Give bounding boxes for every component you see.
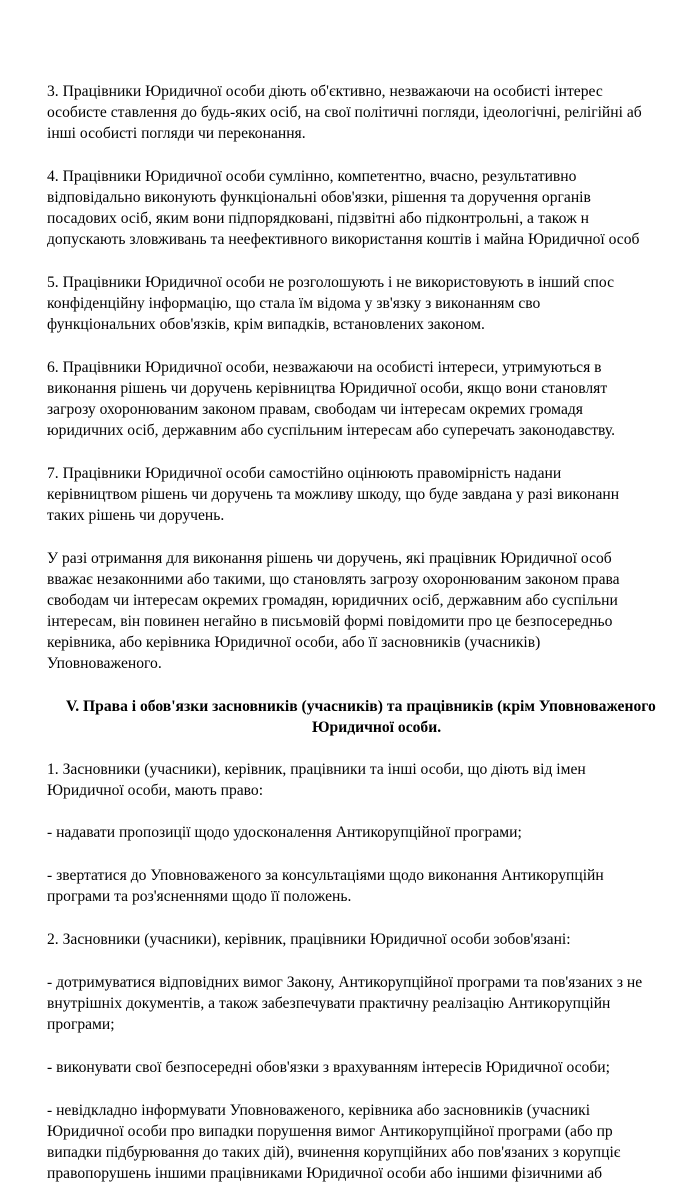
text-line: програми та роз'ясненнями щодо її положень. [47, 888, 352, 906]
text-line: 6. Працівники Юридичної особи, незважаючи на особисті інтереси, утримуються в [47, 358, 602, 376]
text-line: Уповноваженого. [47, 654, 162, 672]
text-line: відповідально виконують функціональні обов'язки, рішення та доручення органів [47, 188, 591, 206]
text-line: особисте ставлення до будь-яких осіб, на свої політичні погляди, ідеологічні, релігійні аб [47, 104, 642, 121]
text-line: свободам чи інтересам окремих громадян, юридичних осіб, державним або суспільни [47, 591, 618, 609]
text-line: 3. Працівники Юридичної особи діють об'єктивно, незважаючи на особисті інтерес [47, 83, 603, 100]
list-item: - виконувати свої безпосередні обов'язки з врахуванням інтересів Юридичної особи; [47, 1059, 610, 1077]
text-line: Юридичної особи, мають право: [47, 781, 264, 799]
list-item: - надавати пропозиції щодо удосконалення Антикорупційної програми; [47, 824, 522, 842]
text-line: випадки підбурювання до таких дій), вчинення корупційних або пов'язаних з корупціє [47, 1143, 621, 1161]
text-line: функціональних обов'язків, крім випадків, встановлених законом. [47, 315, 485, 333]
text-line: вважає незаконними або такими, що становлять загрозу охоронюваним законом права [47, 570, 620, 588]
text-line: У разі отримання для виконання рішень чи доручень, які працівник Юридичної особ [47, 549, 612, 567]
text-line: конфіденційну інформацію, що стала їм відома у зв'язку з виконанням сво [47, 294, 541, 312]
text-line: інші особисті погляди чи переконання. [47, 125, 306, 142]
text-line: правопорушень іншими працівниками Юридичної особи або іншими фізичними аб [47, 1165, 603, 1182]
list-item: - дотримуватися відповідних вимог Закону, Антикорупційної програми та пов'язаних з не [47, 974, 643, 992]
text-line: юридичних осіб, державним або суспільним інтересам або суперечать законодавству. [47, 421, 615, 439]
text-line: виконання рішень чи доручень керівництва Юридичної особи, якщо вони становлят [47, 379, 608, 397]
text-line: Юридичної особи про випадки порушення вимог Антикорупційної програми (або пр [47, 1122, 613, 1140]
text-line: програми; [47, 1016, 115, 1034]
text-line: 7. Працівники Юридичної особи самостійно оцінюють правомірність надани [47, 464, 562, 482]
section-heading: V. Права і обов'язки засновників (учасників) та працівників (крім Уповноваженого [66, 697, 656, 715]
text-line: інтересам, він повинен негайно в письмовій формі повідомити про це безпосередньо [47, 612, 613, 630]
text-line: допускають зловживань та неефективного використання коштів і майна Юридичної особ [47, 230, 640, 248]
text-line: 2. Засновники (учасники), керівник, працівники Юридичної особи зобов'язані: [47, 931, 571, 949]
text-line: керівника, або керівника Юридичної особи, або її засновників (учасників) [47, 633, 541, 651]
text-line: керівництвом рішень чи доручень та можливу шкоду, що буде завдана у разі виконанн [47, 485, 620, 503]
list-item: - невідкладно інформувати Уповноваженого, керівника або засновників (учасникі [47, 1101, 591, 1119]
text-line: 4. Працівники Юридичної особи сумлінно, компетентно, вчасно, результативно [47, 167, 577, 185]
text-line: таких рішень чи доручень. [47, 506, 225, 524]
list-item: - звертатися до Уповноваженого за консультаціями щодо виконання Антикорупційн [47, 867, 604, 885]
text-line: 1. Засновники (учасники), керівник, працівники та інші особи, що діють від імен [47, 760, 586, 778]
section-heading: Юридичної особи. [312, 718, 442, 736]
text-line: внутрішніх документів, а також забезпечувати практичну реалізацію Антикорупційн [47, 995, 611, 1013]
text-line: загрозу охоронюваним законом правам, свободам чи інтересам окремих громадя [47, 400, 583, 418]
text-line: 5. Працівники Юридичної особи не розголошують і не використовують в інший спос [47, 273, 614, 291]
text-line: посадових осіб, яким вони підпорядковані, підзвітні або підконтрольні, а також н [47, 209, 590, 227]
